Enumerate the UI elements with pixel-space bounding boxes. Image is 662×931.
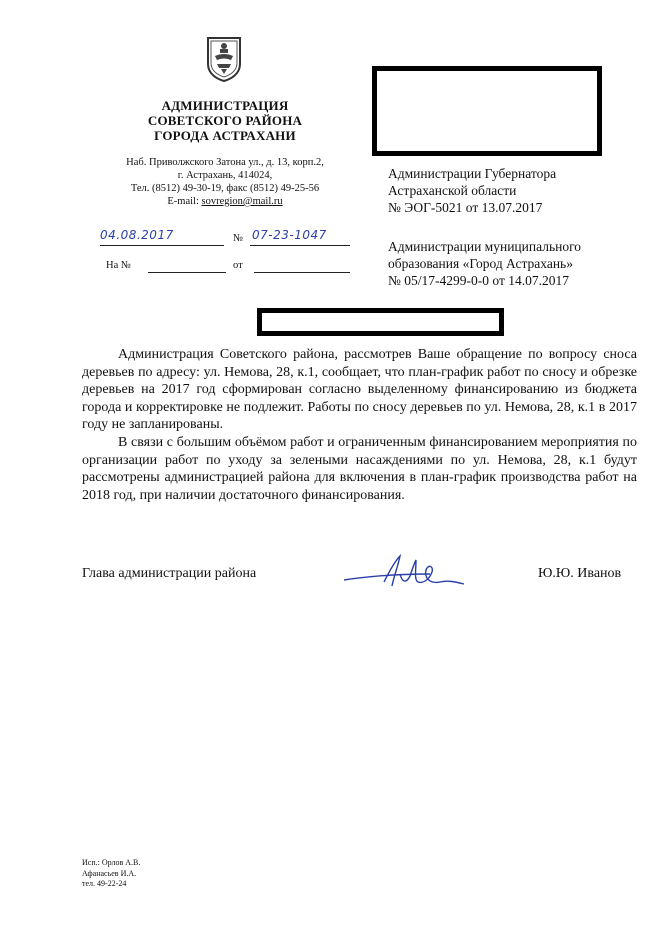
from-label: от bbox=[233, 260, 243, 271]
recipient-line: образования «Город Астрахань» bbox=[388, 256, 573, 271]
executor-line: Афанасьев И.А. bbox=[82, 868, 137, 878]
organization-name bbox=[120, 98, 330, 143]
ref-number-line bbox=[148, 260, 226, 273]
letter-body bbox=[82, 346, 637, 504]
ref-label: На № bbox=[106, 260, 131, 271]
email-label: E-mail: bbox=[167, 196, 202, 207]
recipient-line: Астраханской области bbox=[388, 183, 517, 198]
email-link[interactable]: sovregion@mail.ru bbox=[201, 196, 283, 207]
org-line: АДМИНИСТРАЦИЯ bbox=[161, 98, 289, 113]
executor-block bbox=[82, 858, 140, 890]
body-paragraph: В связи с большим объёмом работ и ограниченным финансированием мероприятия по организации работ по уходу за зелеными насаждениями по ул. Немова, 28, к.1 будут рассмотрены администрацией района для включения в план-график производства работ на 2018 год, при наличии достаточного финансирования. bbox=[82, 434, 637, 503]
organization-address bbox=[100, 156, 350, 208]
recipient-city bbox=[388, 238, 581, 289]
ref-date-line bbox=[254, 260, 350, 273]
redacted-addressee bbox=[372, 66, 602, 156]
recipient-governor bbox=[388, 165, 556, 216]
recipient-line: № 05/17-4299-0-0 от 14.07.2017 bbox=[388, 273, 569, 288]
recipient-line: № ЭОГ-5021 от 13.07.2017 bbox=[388, 200, 543, 215]
executor-line: тел. 49-22-24 bbox=[82, 879, 127, 888]
outgoing-date-field bbox=[100, 230, 224, 249]
org-line: СОВЕТСКОГО РАЙОНА bbox=[147, 113, 303, 128]
address-line: Наб. Приволжского Затона ул., д. 13, корп.2, bbox=[126, 157, 324, 168]
coat-of-arms-icon bbox=[205, 34, 243, 82]
outgoing-number: 07-23-1047 bbox=[252, 228, 327, 242]
outgoing-date: 04.08.2017 bbox=[100, 228, 174, 242]
org-line: ГОРОДА АСТРАХАНИ bbox=[154, 128, 296, 143]
handwritten-signature bbox=[340, 552, 470, 592]
address-line: Тел. (8512) 49-30-19, факс (8512) 49-25-56 bbox=[130, 183, 320, 194]
redacted-salutation bbox=[257, 308, 504, 336]
recipient-line: Администрации муниципального bbox=[388, 239, 582, 254]
signatory-name: Ю.Ю. Иванов bbox=[538, 566, 622, 581]
address-line: г. Астрахань, 414024, bbox=[177, 170, 273, 181]
outgoing-number-block bbox=[100, 230, 360, 270]
recipient-line: Администрации Губернатора bbox=[388, 166, 557, 181]
signatory-position: Глава администрации района bbox=[82, 566, 257, 581]
email-line bbox=[100, 195, 350, 208]
number-sign: № bbox=[233, 233, 244, 244]
body-paragraph: Администрация Советского района, рассмотрев Ваше обращение по вопросу сноса деревьев по адресу: ул. Немова, 28, к.1, сообщает, что план-график работ по сносу и обрезке деревьев на 2017 год сформирован согласно выделенному финансированию из бюджета города и корректировке не подлежит. Работы по сносу деревьев по ул. Немова, 28, к.1 в 2017 году не запланированы. bbox=[82, 347, 637, 433]
outgoing-number-field bbox=[250, 230, 350, 249]
executor-line: Исп.: Орлов А.В. bbox=[82, 858, 141, 867]
